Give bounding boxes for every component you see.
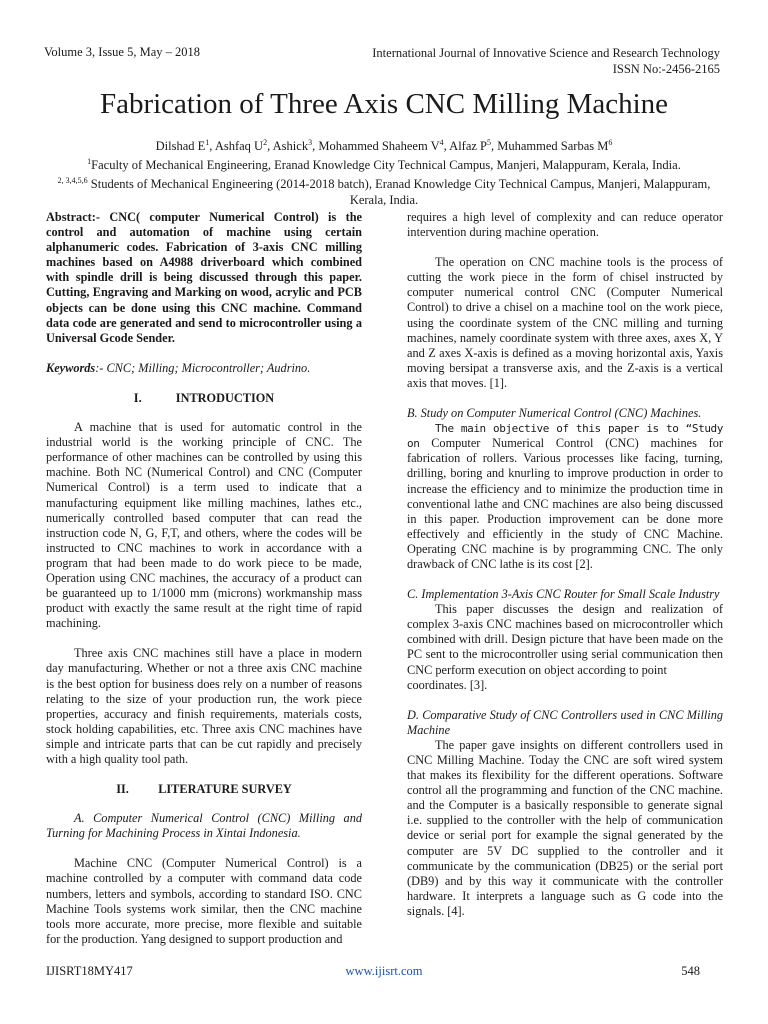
author-sup: 3 bbox=[308, 138, 313, 147]
intro-paragraph-2: Three axis CNC machines still have a place in modern day manufacturing. Whether or not a three axis CNC machine is the best option for business does rely on a number of reasons relating to the size of your production run, the work piece properties, accuracy and finish requirements, materials costs, stock holding capabilities, etc. Three axis CNC machines have simple and intricate parts that can be cut rapidly and precisely with a high quality tool path. bbox=[46, 646, 362, 766]
author-names: Dilshad $E^1$, Ashfaq $U^2$, Ashick$^3$, Mohammed Shaheem $V^4$, Alfaz $P^5$, Muhammed Sarbas $M^6$ bbox=[155, 138, 613, 154]
journal-header bbox=[372, 45, 720, 77]
left-column bbox=[46, 210, 362, 947]
author-sup: 4 bbox=[439, 138, 444, 147]
continued-paragraph: requires a high level of complexity and can reduce operator intervention during machine operation. bbox=[407, 210, 723, 240]
issn: ISSN No:-2456-2165 bbox=[612, 62, 720, 76]
page-number: 548 bbox=[681, 964, 700, 978]
author-name: Ashfaq U bbox=[214, 139, 264, 154]
subsection-c-paragraph: This paper discusses the design and realization of complex 3-axis CNC machines based on microcontroller which combined with drill. Design picture that have been made on the PC sent to the microcontroller using serial communication then CNC perform execution on object according to point bbox=[407, 602, 723, 677]
section-heading-introduction: I. INTRODUCTION bbox=[133, 390, 275, 405]
intro-paragraph-1: A machine that is used for automatic control in the industrial world is the working principle of CNC. The performance of other machines can be controlled by using this machine. Both NC (Numerical Control) and CNC (Computer Numerical Control) is a term used to indicate that a manufacturing equipment like milling machines, lathes etc., numerically controlled based computer that can read the instruction code N, G, F,T, and others, where the codes will be instructed to CNC machines to work in accordance with a program that had been made to do work piece to be made, Operation using CNC machines, the accuracy of a product can be guaranteed up to 1/1000 mm (microns) workmanship mass product with exactly the same result at the right time of rapid machining. bbox=[46, 420, 362, 631]
author-name: Muhammed Sarbas M bbox=[497, 139, 609, 154]
affiliation-2: $^{2, 3,4,5,6}$ Students of Mechanical Engineering (2014-2018 batch), Eranad Knowledge City Technical Campus, Manjeri, Malappuram, bbox=[57, 176, 711, 192]
keywords-text: :- CNC; Milling; Microcontroller; Audrino. bbox=[95, 360, 311, 375]
footer-website-link[interactable]: www.ijisrt.com bbox=[345, 964, 423, 978]
subsection-b-heading: B. Study on Computer Numerical Control (CNC) Machines. bbox=[407, 406, 702, 421]
subsection-a-paragraph: Machine CNC (Computer Numerical Control) is a machine controlled by a computer with command data code numbers, letters and symbols, according to standard ISO. CNC Machine Tools systems work similar, then the CNC machine tools more accurate, more precise, more flexible and suitable for the production. Yang designed to support production and bbox=[46, 856, 362, 946]
affiliation-1: $^1$Faculty of Mechanical Engineering, Eranad Knowledge City Technical Campus, Manjeri, Malappuram, Kerala, India. bbox=[87, 157, 681, 173]
journal-name: International Journal of Innovative Science and Research Technology bbox=[372, 46, 720, 60]
keywords-label: Keywords bbox=[46, 360, 96, 375]
paper-title: Fabrication of Three Axis CNC Milling Machine bbox=[99, 88, 669, 120]
right-column bbox=[407, 210, 723, 919]
subsection-d-heading: D. Comparative Study of CNC Controllers used in CNC Milling Machine bbox=[407, 707, 723, 737]
affiliation-2-cont: Kerala, India. bbox=[349, 193, 419, 208]
author-name: Ashick bbox=[272, 139, 309, 154]
subsection-a-heading: A. Computer Numerical Control (CNC) Milling and Turning for Machining Process in Xintai Indonesia. bbox=[46, 811, 362, 841]
author-sup: 2 bbox=[263, 138, 268, 147]
author-sup: 1 bbox=[205, 138, 210, 147]
section-heading-literature-survey: II. LITERATURE SURVEY bbox=[116, 782, 292, 797]
keywords bbox=[46, 361, 362, 376]
abstract: Abstract:- CNC( computer Numerical Control) is the control and automation of machine using certain alphanumeric codes. Fabrication of 3-axis CNC milling machines based on A4988 driverboard which combined with spindle drill is being discussed through this paper. Cutting, Engraving and Marking on wood, acrylic and PCB objects can be done using this CNC machine. Command data code are generated and send to microcontroller using a Universal Gcode Sender. bbox=[46, 210, 362, 345]
author-name: Dilshad E bbox=[155, 139, 206, 154]
subsection-b-paragraph: The main objective of this paper is to “Study on Computer Numerical Control (CNC) machines for fabrication of rollers. Various processes like facing, turning, drilling, boring and knurling to improve production in order to increase the efficiency and to minimize the production time in conventional lathe and CNC machines are also being discussed in this paper. Production improvement can be done more effectively and efficiently in the study of CNC Machine. Operating CNC machine is by programming CNC. The only drawback of CNC lathe is its cost [2]. bbox=[407, 422, 723, 571]
subsection-c-heading: C. Implementation 3-Axis CNC Router for Small Scale Industry bbox=[407, 587, 720, 602]
author-name: Alfaz P bbox=[449, 139, 488, 154]
author-sup: 6 bbox=[608, 138, 613, 147]
subsection-d-paragraph: The paper gave insights on different controllers used in CNC Milling Machine. Today the CNC are soft wired system that makes its flexibility for the different operations. Software control all the programming and function of the CNC machine. and the Computer is a basically responsible to generate signal i.e. supplied to the controller with the help of communication device or serial port for example the signal generated by the computer are 5V DC supplied to the controller and it communicate by the communication (DB25) or the serial port (DB9) and by this way it communicate with the controller hardware. It interprets a language such as G code into the signals. [4]. bbox=[407, 737, 723, 918]
author-sup: 5 bbox=[487, 138, 492, 147]
volume-issue: Volume 3, Issue 5, May – 2018 bbox=[44, 45, 201, 59]
author-name: Mohammed Shaheem V bbox=[318, 139, 440, 154]
author-block bbox=[40, 135, 728, 208]
operation-paragraph: The operation on CNC machine tools is the process of cutting the work piece in the form of chisel instructed by computer numerical control CNC (Computer Numerical Control) to drive a chisel on a machine tool on the work piece, using the coordinate system of the CNC milling and turning machines, namely coordinate system with three axes, axes X, Y and Z axes X-axis is defined as a moving horizontal axis, Yaxis moving bersipat a transverse axis, and the Z-axis is a vertical axis that moves. [1]. bbox=[407, 255, 723, 390]
footer-article-id: IJISRT18MY417 bbox=[46, 964, 133, 978]
subsection-c-paragraph-end: coordinates. [3]. bbox=[407, 677, 488, 692]
